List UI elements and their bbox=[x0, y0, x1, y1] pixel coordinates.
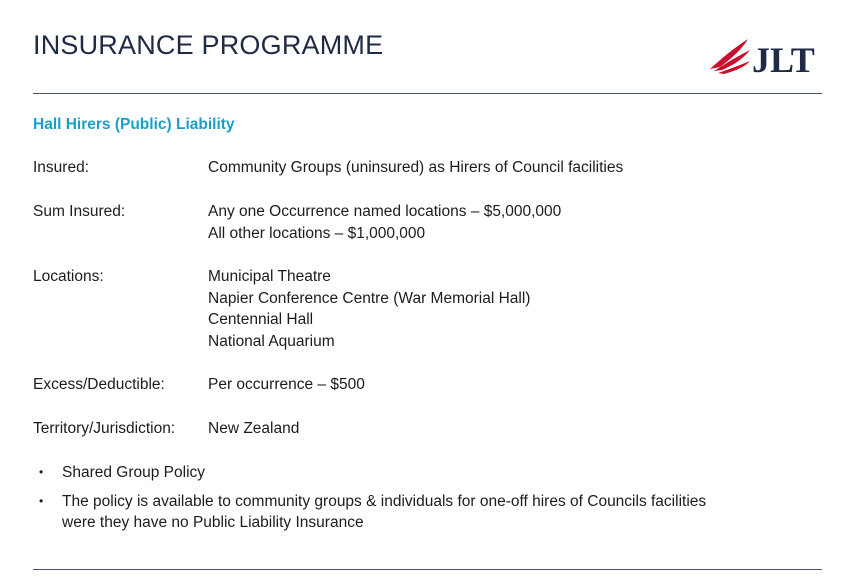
jlt-logo bbox=[708, 36, 824, 80]
detail-value: Centennial Hall bbox=[208, 311, 314, 328]
detail-value: Napier Conference Centre (War Memorial Hall) bbox=[208, 289, 531, 307]
detail-label: Locations: bbox=[33, 268, 104, 285]
detail-value: Community Groups (uninsured) as Hirers of Council facilities bbox=[208, 159, 624, 176]
bullet-text: The policy is available to community groups & individuals for one-off hires of Councils facilities were they have no Public Liability Insurance bbox=[62, 492, 707, 531]
bullet-text: Shared Group Policy bbox=[62, 464, 206, 481]
detail-label: Sum Insured: bbox=[33, 203, 126, 220]
bullet-list bbox=[33, 462, 823, 541]
bullet-item bbox=[33, 491, 823, 534]
detail-label: Excess/Deductible: bbox=[33, 376, 165, 393]
bullet-item bbox=[33, 462, 823, 484]
detail-label: Territory/Jurisdiction: bbox=[33, 420, 176, 437]
header-divider bbox=[33, 93, 822, 94]
detail-value: Any one Occurrence named locations – $5,000,000 bbox=[208, 203, 562, 220]
detail-value: All other locations – $1,000,000 bbox=[208, 224, 426, 242]
logo-text: JLT bbox=[752, 40, 815, 80]
footer-divider bbox=[33, 569, 822, 570]
detail-value: Per occurrence – $500 bbox=[208, 376, 365, 393]
page-title: INSURANCE PROGRAMME bbox=[33, 30, 384, 60]
detail-value: National Aquarium bbox=[208, 332, 335, 350]
section-subtitle: Hall Hirers (Public) Liability bbox=[33, 116, 235, 133]
detail-value: New Zealand bbox=[208, 420, 300, 437]
detail-value: Municipal Theatre bbox=[208, 268, 331, 285]
detail-label: Insured: bbox=[33, 159, 90, 176]
bullet-icon: • bbox=[39, 465, 44, 479]
bullet-icon: • bbox=[39, 493, 44, 508]
jlt-logo-mark bbox=[708, 36, 824, 80]
